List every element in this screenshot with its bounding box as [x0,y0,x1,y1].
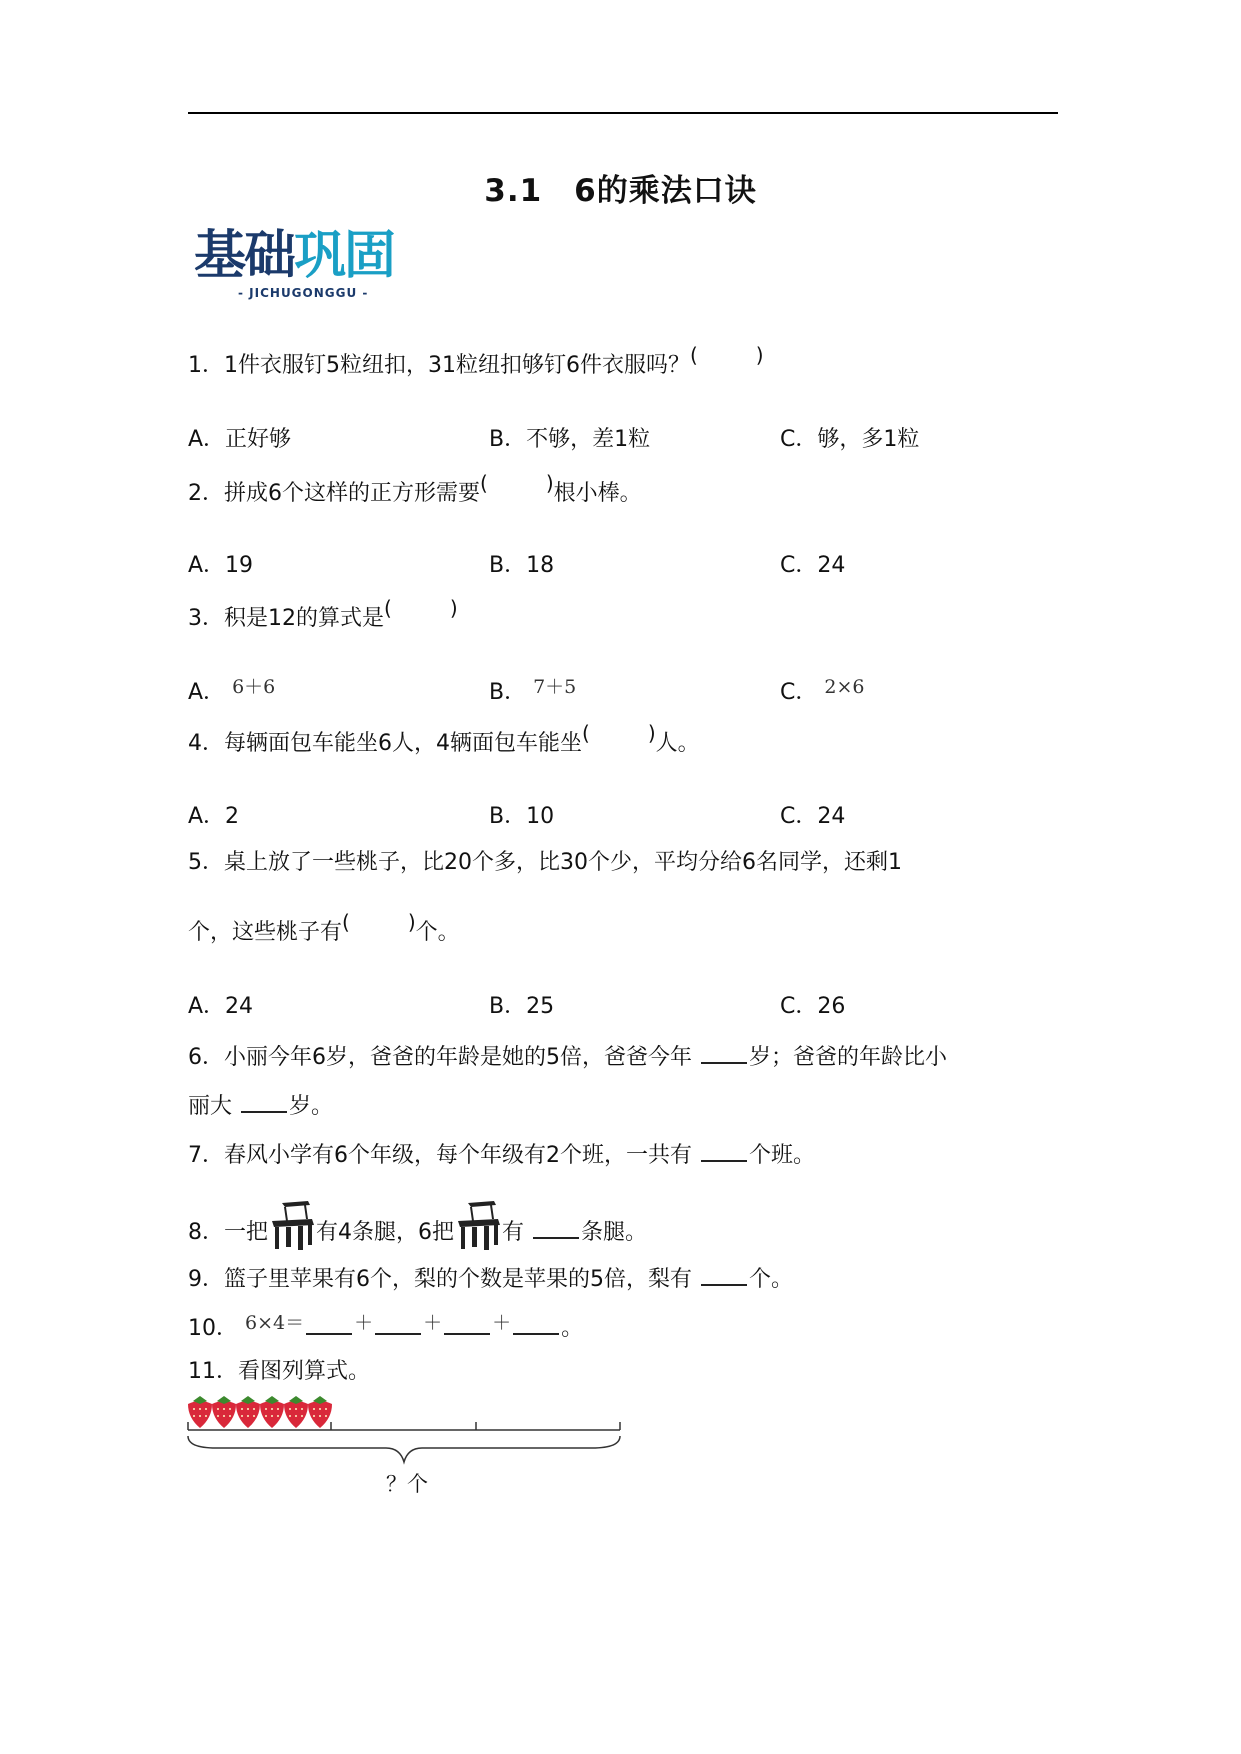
logo-text-part1: 基础 [194,226,295,286]
q4-option-c[interactable]: C．24 [780,804,846,829]
question-8: 8．一把 有4条腿，6把 有 条腿。 [188,1207,647,1259]
answer-paren: ( ) [384,596,458,620]
q2-option-a[interactable]: A．19 [188,553,254,578]
q3-option-a[interactable]: A． 6＋6 [188,676,276,705]
logo-subtitle: - JICHUGONGGU - [238,286,369,300]
strawberry-diagram [186,1396,626,1506]
answer-blank[interactable] [444,1311,490,1335]
q1-option-c[interactable]: C．够，多1粒 [780,427,920,452]
strawberry-icon [212,1396,236,1428]
answer-paren: ( ) [342,910,416,934]
answer-blank[interactable] [513,1311,559,1335]
question-2-text-after: 根小棒。 [553,481,642,506]
question-3 [188,596,458,634]
q4-option-a[interactable]: A．2 [188,804,240,829]
section-logo [194,228,414,304]
math-expression: 7＋5 [533,676,577,698]
answer-blank[interactable] [241,1089,287,1113]
math-expression: 6×4＝ [245,1312,305,1334]
q1-option-b[interactable]: B．不够，差1粒 [489,427,651,452]
answer-blank[interactable] [533,1215,579,1239]
chair-icon [268,1199,316,1251]
strawberry-icon [188,1396,212,1428]
question-11: 11．看图列算式。 [188,1359,370,1384]
answer-paren: ( ) [582,721,656,745]
strawberry-icon [308,1396,332,1428]
answer-blank[interactable] [701,1262,747,1286]
question-4-text-after: 人。 [655,731,700,756]
question-6-line2: 丽大 岁。 [188,1089,333,1122]
question-9: 9．篮子里苹果有6个，梨的个数是苹果的5倍，梨有 个。 [188,1262,793,1295]
question-6-line1: 6．小丽今年6岁，爸爸的年龄是她的5倍，爸爸今年 岁；爸爸的年龄比小 [188,1040,947,1073]
page-title: 3.1 6的乘法口诀 [484,173,757,209]
q3-option-b[interactable]: B． 7＋5 [489,676,577,705]
answer-paren: ( ) [480,471,554,495]
answer-blank[interactable] [306,1311,352,1335]
question-3-text: 3．积是12的算式是 [188,606,384,631]
q4-option-b[interactable]: B．10 [489,804,555,829]
chair-icon [454,1199,502,1251]
question-2-text-before: 2．拼成6个这样的正方形需要 [188,481,480,506]
strawberry-icon [284,1396,308,1428]
question-1 [188,343,764,381]
q1-option-a[interactable]: A．正好够 [188,427,292,452]
question-5-line2: 个，这些桃子有( )个。 [188,917,460,948]
q5-option-b[interactable]: B．25 [489,994,555,1019]
answer-blank[interactable] [375,1311,421,1335]
math-expression: 2×6 [824,676,865,698]
q5-option-a[interactable]: A．24 [188,994,254,1019]
q2-option-c[interactable]: C．24 [780,553,846,578]
logo-text-part2: 巩固 [294,226,395,286]
question-10: 10． 6×4＝ ＋ ＋ ＋ 。 [188,1312,584,1341]
question-4-text-before: 4．每辆面包车能坐6人，4辆面包车能坐 [188,731,582,756]
brace-label: ？个 [386,1472,428,1496]
q2-option-b[interactable]: B．18 [489,553,555,578]
answer-blank[interactable] [701,1040,747,1064]
question-5-line1: 5．桌上放了一些桃子，比20个多，比30个少，平均分给6名同学，还剩1 [188,850,902,875]
answer-blank[interactable] [701,1138,747,1162]
answer-paren: ( ) [689,343,764,367]
strawberry-icon [236,1396,260,1428]
question-4 [188,721,700,759]
question-1-text: 1．1件衣服钉5粒纽扣，31粒纽扣够钉6件衣服吗？ [188,353,690,378]
strawberry-icon [260,1396,284,1428]
math-expression: 6＋6 [232,676,276,698]
question-7: 7．春风小学有6个年级，每个年级有2个班，一共有 个班。 [188,1138,815,1171]
q3-option-c[interactable]: C． 2×6 [780,676,865,705]
header-rule [188,112,1058,114]
q5-option-c[interactable]: C．26 [780,994,846,1019]
question-2 [188,471,642,509]
